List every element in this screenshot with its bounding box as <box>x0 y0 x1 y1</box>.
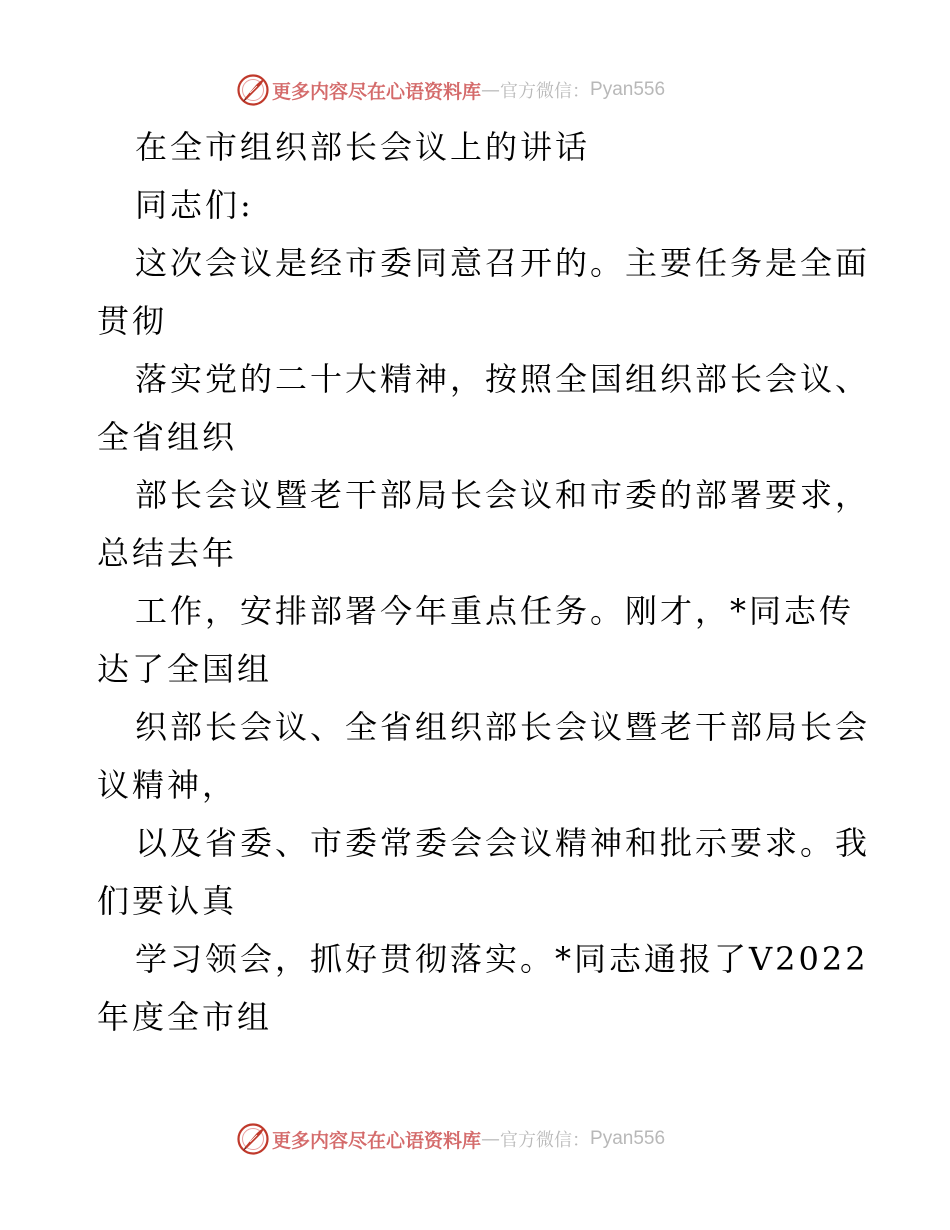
paragraph-line: 总结去年 <box>97 534 238 572</box>
paragraph-line: 们要认真 <box>97 882 238 920</box>
paragraph-line: 织部长会议、全省组织部长会议暨老干部局长会 <box>135 708 871 746</box>
paragraph-line: 这次会议是经市委同意召开的。主要任务是全面 <box>135 244 871 282</box>
paragraph-line: 年度全市组 <box>97 998 273 1036</box>
paragraph-line: 工作，安排部署今年重点任务。刚才，*同志传 <box>135 592 855 630</box>
salutation: 同志们: <box>135 186 254 224</box>
footer-banner-content[interactable] <box>236 1121 665 1157</box>
paragraph-line: 全省组织 <box>97 418 238 456</box>
quill-pen-logo-icon <box>236 1122 270 1156</box>
paragraph-line: 以及省委、市委常委会会议精神和批示要求。我 <box>135 824 871 862</box>
paragraph-line: 达了全国组 <box>97 650 273 688</box>
footer-wechat-id: Pyan556 <box>590 1128 666 1149</box>
paragraph-line: 落实党的二十大精神，按照全国组织部长会议、 <box>135 360 871 398</box>
header-banner <box>0 68 950 112</box>
paragraph-line: 学习领会，抓好贯彻落实。*同志通报了V2022 <box>135 940 869 978</box>
footer-site-text: 更多内容尽在心语资料库 <box>272 1129 482 1152</box>
header-wechat-label: 官方微信： <box>500 81 591 102</box>
header-banner-content[interactable] <box>236 72 665 108</box>
footer-wechat-label: 官方微信： <box>500 1130 591 1151</box>
header-wechat-id: Pyan556 <box>590 79 666 100</box>
paragraph-line: 议精神， <box>97 766 238 804</box>
header-site-text: 更多内容尽在心语资料库 <box>272 80 482 103</box>
paragraph-line: 贯彻 <box>97 302 168 340</box>
footer-dash: — <box>481 1128 501 1150</box>
footer-banner <box>0 1117 950 1161</box>
paragraph-line: 部长会议暨老干部局长会议和市委的部署要求， <box>135 476 871 514</box>
document-body <box>97 118 871 1046</box>
header-dash: — <box>481 79 501 101</box>
quill-pen-logo-icon <box>236 73 270 107</box>
document-title: 在全市组织部长会议上的讲话 <box>135 128 591 166</box>
